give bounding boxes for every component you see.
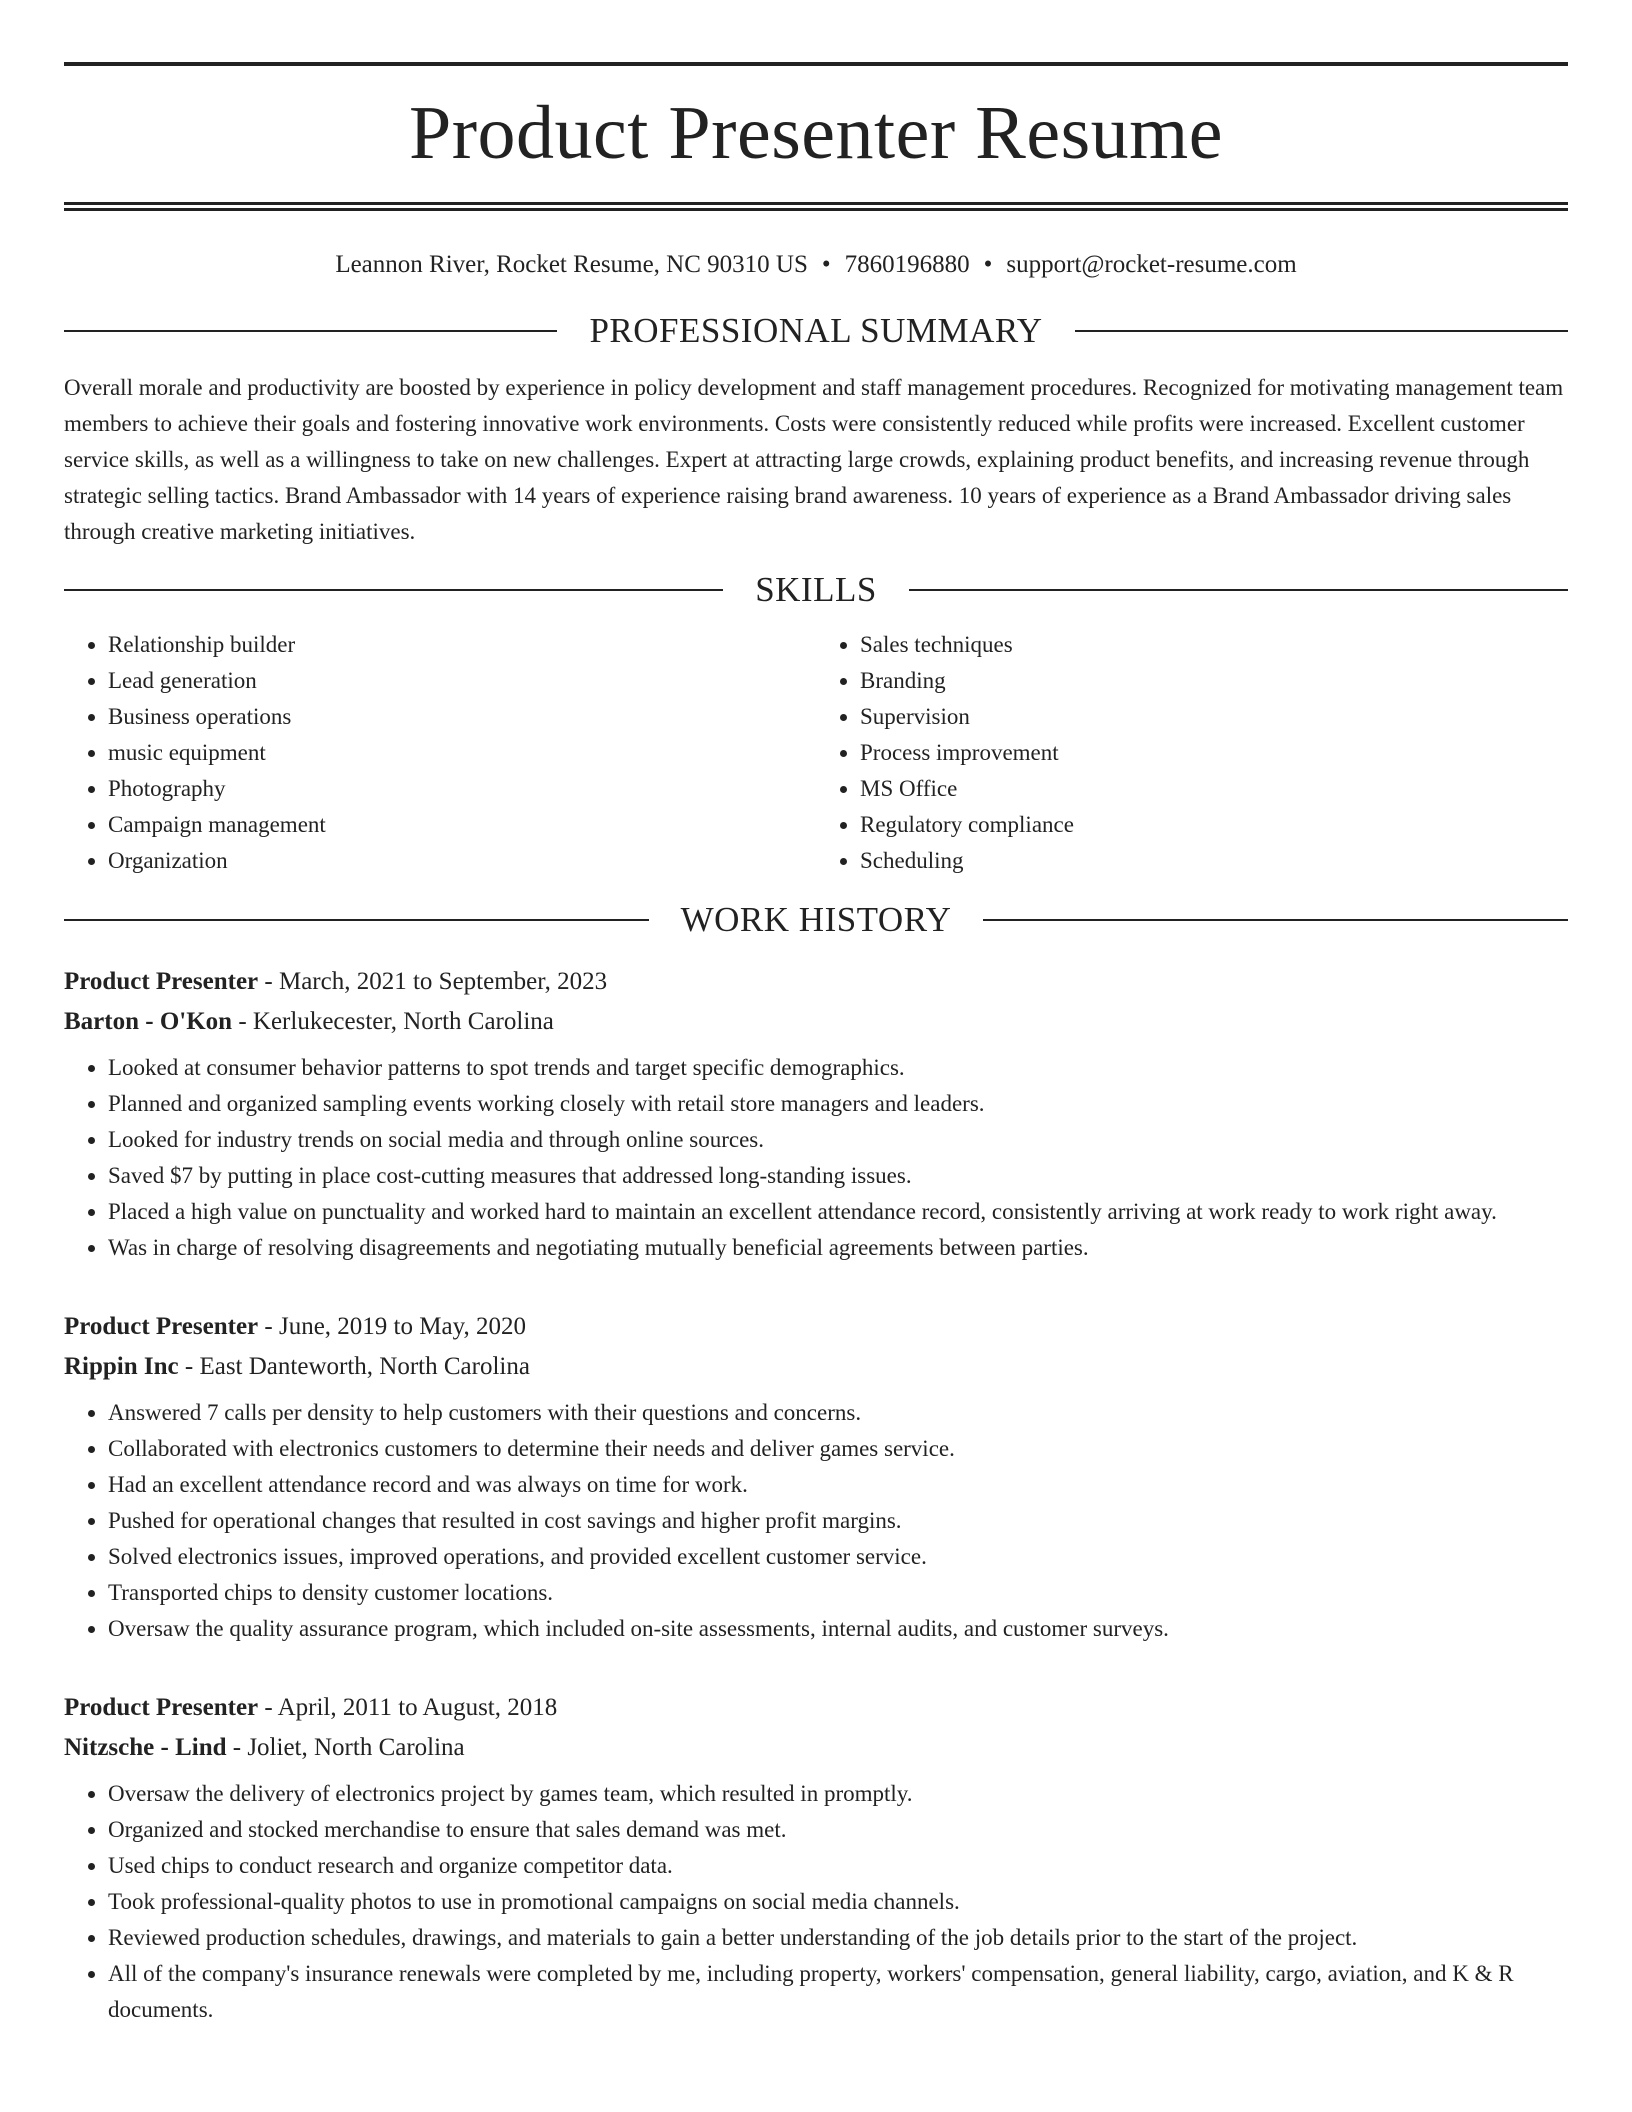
skill-item: • Business operations bbox=[108, 699, 816, 735]
contact-line bbox=[64, 248, 1568, 282]
resume-content bbox=[64, 62, 1568, 2028]
skills-list-left bbox=[64, 627, 816, 879]
skill-item: • Organization bbox=[108, 843, 816, 879]
job-bullets bbox=[64, 1050, 1568, 1266]
job-bullet: • Oversaw the delivery of electronics project by games team, which resulted in promptly. bbox=[108, 1776, 1568, 1812]
skill-item: • music equipment bbox=[108, 735, 816, 771]
job-bullet: • All of the company's insurance renewals were completed by me, including property, workers' compensation, general liability, cargo, aviation, and K & R documents. bbox=[108, 1956, 1568, 2028]
section-title: PROFESSIONAL SUMMARY bbox=[589, 311, 1043, 350]
contact-phone: 7860196880 bbox=[844, 251, 970, 278]
skill-item: • MS Office bbox=[860, 771, 1568, 807]
job-title: Product Presenter bbox=[64, 1313, 259, 1340]
contact-separator: • bbox=[821, 251, 831, 278]
job-bullet: • Transported chips to density customer locations. bbox=[108, 1575, 1568, 1611]
job-entry bbox=[64, 1688, 1568, 2028]
job-company: Barton - O'Kon bbox=[64, 1008, 233, 1035]
skill-item: • Regulatory compliance bbox=[860, 807, 1568, 843]
job-location: - Joliet, North Carolina bbox=[226, 1734, 465, 1761]
job-bullet: • Placed a high value on punctuality and worked hard to maintain an excellent attendance record, consistently arriving at work ready to work right away. bbox=[108, 1194, 1568, 1230]
job-bullet: • Pushed for operational changes that resulted in cost savings and higher profit margins. bbox=[108, 1503, 1568, 1539]
job-bullet: • Looked for industry trends on social media and through online sources. bbox=[108, 1122, 1568, 1158]
skills-list-right bbox=[816, 627, 1568, 879]
job-title: Product Presenter bbox=[64, 968, 259, 995]
job-bullet: • Oversaw the quality assurance program, which included on-site assessments, internal audits, and customer surveys. bbox=[108, 1611, 1568, 1647]
job-bullet: • Organized and stocked merchandise to ensure that sales demand was met. bbox=[108, 1812, 1568, 1848]
job-bullet: • Answered 7 calls per density to help customers with their questions and concerns. bbox=[108, 1395, 1568, 1431]
skills-columns bbox=[64, 627, 1568, 879]
job-company-line bbox=[64, 1002, 1568, 1042]
job-company: Nitzsche - Lind bbox=[64, 1734, 227, 1761]
contact-separator: • bbox=[983, 251, 993, 278]
skill-item: • Relationship builder bbox=[108, 627, 816, 663]
heading-rule-left bbox=[64, 330, 557, 332]
job-bullet: • Collaborated with electronics customers to determine their needs and deliver games service. bbox=[108, 1431, 1568, 1467]
section-title: WORK HISTORY bbox=[680, 900, 952, 939]
job-bullets bbox=[64, 1776, 1568, 2028]
heading-rule-right bbox=[1075, 330, 1568, 332]
job-title-line bbox=[64, 1688, 1568, 1728]
job-dates: - April, 2011 to August, 2018 bbox=[258, 1694, 558, 1721]
job-bullet: • Took professional-quality photos to use in promotional campaigns on social media channels. bbox=[108, 1884, 1568, 1920]
contact-email: support@rocket-resume.com bbox=[1006, 251, 1297, 278]
job-location: - Kerlukecester, North Carolina bbox=[232, 1008, 554, 1035]
skill-item: • Process improvement bbox=[860, 735, 1568, 771]
section-title: SKILLS bbox=[755, 570, 877, 609]
skills-heading bbox=[64, 568, 1568, 612]
job-title: Product Presenter bbox=[64, 1694, 259, 1721]
job-title-line bbox=[64, 962, 1568, 1002]
heading-rule-right bbox=[983, 919, 1568, 921]
job-bullet: • Was in charge of resolving disagreements and negotiating mutually beneficial agreements between parties. bbox=[108, 1230, 1568, 1266]
job-bullet: • Reviewed production schedules, drawings, and materials to gain a better understanding of the job details prior to the start of the project. bbox=[108, 1920, 1568, 1956]
resume-title: Product Presenter Resume bbox=[408, 91, 1224, 175]
contact-address: Leannon River, Rocket Resume, NC 90310 US bbox=[335, 251, 808, 278]
job-bullet: • Solved electronics issues, improved operations, and provided excellent customer service. bbox=[108, 1539, 1568, 1575]
heading-rule-left bbox=[64, 919, 649, 921]
skill-item: • Lead generation bbox=[108, 663, 816, 699]
job-bullet: • Had an excellent attendance record and was always on time for work. bbox=[108, 1467, 1568, 1503]
job-bullet: • Saved $7 by putting in place cost-cutting measures that addressed long-standing issues. bbox=[108, 1158, 1568, 1194]
job-dates: - June, 2019 to May, 2020 bbox=[258, 1313, 526, 1340]
job-company-line bbox=[64, 1728, 1568, 1768]
job-bullet: • Planned and organized sampling events working closely with retail store managers and leaders. bbox=[108, 1086, 1568, 1122]
skill-item: • Sales techniques bbox=[860, 627, 1568, 663]
heading-rule-right bbox=[909, 589, 1568, 591]
job-bullet: • Looked at consumer behavior patterns to spot trends and target specific demographics. bbox=[108, 1050, 1568, 1086]
professional-summary-heading bbox=[64, 309, 1568, 353]
job-dates: - March, 2021 to September, 2023 bbox=[258, 968, 608, 995]
job-company: Rippin Inc bbox=[64, 1353, 179, 1380]
job-entry bbox=[64, 962, 1568, 1266]
top-rule bbox=[64, 62, 1568, 66]
job-title-line bbox=[64, 1307, 1568, 1347]
skill-item: • Scheduling bbox=[860, 843, 1568, 879]
skill-item: • Branding bbox=[860, 663, 1568, 699]
job-bullet: • Used chips to conduct research and organize competitor data. bbox=[108, 1848, 1568, 1884]
title-double-rule bbox=[64, 202, 1568, 211]
job-entry bbox=[64, 1307, 1568, 1647]
job-location: - East Danteworth, North Carolina bbox=[178, 1353, 530, 1380]
job-bullets bbox=[64, 1395, 1568, 1647]
heading-rule-left bbox=[64, 589, 723, 591]
skill-item: • Supervision bbox=[860, 699, 1568, 735]
skill-item: • Photography bbox=[108, 771, 816, 807]
skill-item: • Campaign management bbox=[108, 807, 816, 843]
professional-summary-text: Overall morale and productivity are boosted by experience in policy development and staff management procedures. Recognized for motivating management team members to achieve their goals and fostering innovative work environments. Costs were consistently reduced while profits were increased. Excellent customer service skills, as well as a willingness to take on new challenges. Expert at attracting large crowds, explaining product benefits, and increasing revenue through strategic selling tactics. Brand Ambassador with 14 years of experience raising brand awareness. 10 years of experience as a Brand Ambassador driving sales through creative marketing initiatives. bbox=[64, 375, 1564, 544]
work-history-heading bbox=[64, 898, 1568, 942]
job-company-line bbox=[64, 1347, 1568, 1387]
